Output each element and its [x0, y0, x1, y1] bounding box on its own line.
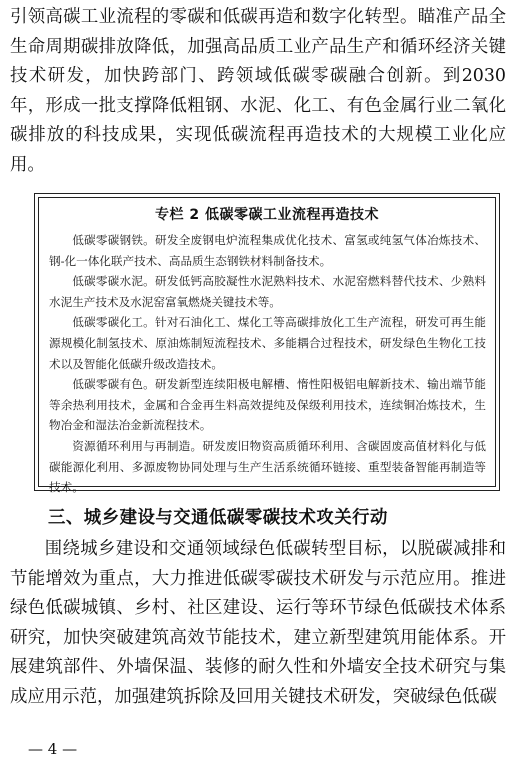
column-item-recycling: 资源循环利用与再制造。研发废旧物资高质循环利用、含碳固废高值材料化与低碳能源化利用、多源废物协同处理与生产生活系统循环链接、重型装备智能再制造等技术。 [49, 438, 486, 495]
paragraph-top [10, 3, 506, 180]
paragraph-bottom [10, 535, 506, 712]
column-box-title: 专栏 2 低碳零碳工业流程再造技术 [155, 207, 379, 223]
column-item-chemical: 低碳零碳化工。针对石油化工、煤化工等高碳排放化工生产流程，研发可再生能源规模化制氢技术、原油炼制短流程技术、多能耦合过程技术，研发绿色生物化工技术以及智能化低碳升级改造技术。 [49, 315, 486, 371]
column-box-inner-border [38, 197, 496, 495]
section-heading: 三、城乡建设与交通低碳零碳技术攻关行动 [48, 508, 388, 528]
column-item-cement: 低碳零碳水泥。研发低钙高胶凝性水泥熟料技术、水泥窑燃料替代技术、少熟料水泥生产技术及水泥窑富氧燃烧关键技术等。 [49, 274, 486, 309]
paragraph-top-text: 引领高碳工业流程的零碳和低碳再造和数字化转型。瞄准产品全生命周期碳排放降低，加强高品质工业产品生产和循环经济关键技术研发，加快跨部门、跨领域低碳零碳融合创新。到2030年，形成一批支撑降低粗钢、水泥、化工、有色金属行业二氧化碳排放的科技成果，实现低碳流程再造技术的大规模工业化应用。 [10, 7, 506, 175]
column-box [34, 193, 500, 495]
column-box-content [49, 230, 486, 498]
paragraph-bottom-text: 围绕城乡建设和交通领域绿色低碳转型目标，以脱碳减排和节能增效为重点，大力推进低碳零碳技术研发与示范应用。推进绿色低碳城镇、乡村、社区建设、运行等环节绿色低碳技术体系研究，加快突破建筑高效节能技术，建立新型建筑用能体系。开展建筑部件、外墙保温、装修的耐久性和外墙安全技术研究与集成应用示范，加强建筑拆除及回用关键技术研发，突破绿色低碳 [10, 539, 506, 707]
column-item-nonferrous: 低碳零碳有色。研发新型连续阳极电解槽、惰性阳极铝电解新技术、输出端节能等余热利用技术，金属和合金再生料高效提纯及保级利用技术，连续铜冶炼技术，生物冶金和湿法冶金新流程技术。 [49, 377, 486, 433]
page-number: — 4 — [28, 740, 78, 758]
column-item-steel: 低碳零碳钢铁。研发全废钢电炉流程集成优化技术、富氢或纯氢气体冶炼技术、钢-化一体化联产技术、高品质生态钢铁材料制备技术。 [49, 233, 486, 268]
